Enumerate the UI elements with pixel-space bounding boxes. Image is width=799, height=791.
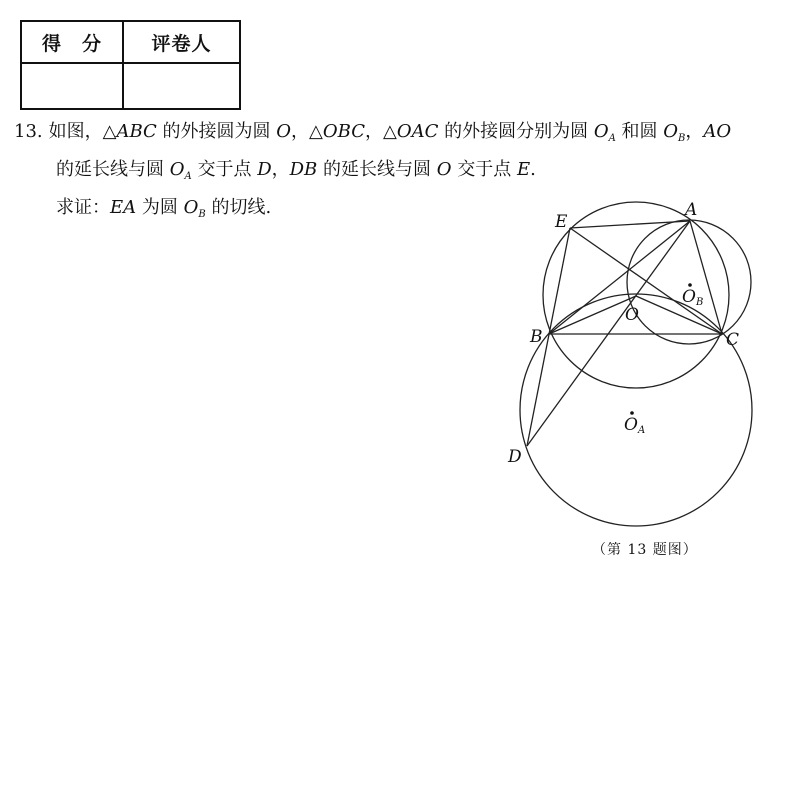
punct: ， xyxy=(291,121,310,142)
text-intersect-2: 交于点 xyxy=(451,159,517,180)
text-prove: 求证： xyxy=(56,197,110,218)
label-d: D xyxy=(508,447,522,467)
segment-ea-line xyxy=(570,221,690,228)
label-o: O xyxy=(625,305,639,325)
grader-cell[interactable] xyxy=(123,63,240,109)
text-tangent: 的切线. xyxy=(205,197,272,218)
problem-line-3 xyxy=(56,196,271,227)
score-table xyxy=(20,20,241,110)
text-extension-2: 的延长线与圆 xyxy=(317,159,437,180)
circle-oa-sub: A xyxy=(184,171,192,182)
segment-bo-line xyxy=(549,296,636,334)
text-intro: 如图， xyxy=(48,121,103,142)
point-e: E xyxy=(516,159,531,180)
grader-header: 评卷人 xyxy=(123,21,240,63)
triangle-oac: △OAC xyxy=(382,121,439,142)
triangle-obc: △OBC xyxy=(309,121,365,142)
segment-db: DB xyxy=(289,159,318,180)
label-oa: OA xyxy=(624,415,646,436)
circle-oa-sub: A xyxy=(608,133,616,144)
label-e: E xyxy=(555,212,568,232)
circle-ob-sub: B xyxy=(678,133,686,144)
triangle-abc: △ABC xyxy=(102,121,157,142)
score-cell[interactable] xyxy=(21,63,123,109)
punct: ， xyxy=(364,121,383,142)
circle-oa: O xyxy=(593,121,609,142)
text-and: 和圆 xyxy=(615,121,664,142)
geometry-figure xyxy=(500,190,770,535)
circle-o: O xyxy=(276,121,292,142)
label-c: C xyxy=(726,330,740,350)
text-circles: 的外接圆分别为圆 xyxy=(438,121,594,142)
label-b: B xyxy=(530,327,543,347)
circle-oa: O xyxy=(169,159,185,180)
circle-o: O xyxy=(436,159,452,180)
problem-line-1 xyxy=(14,120,731,151)
score-header: 得 分 xyxy=(21,21,123,63)
segment-ao: AO xyxy=(703,121,732,142)
circle-ob: O xyxy=(183,197,199,218)
punct: . xyxy=(530,159,536,180)
punct: ， xyxy=(271,159,290,180)
circle-ob: O xyxy=(663,121,679,142)
point-d: D xyxy=(257,159,272,180)
figure-caption: （第 13 题图） xyxy=(592,542,698,558)
problem-line-2 xyxy=(56,158,536,189)
punct: ， xyxy=(685,121,704,142)
circle-ob-sub: B xyxy=(198,209,206,220)
text-extension: 的延长线与圆 xyxy=(56,159,170,180)
text-is-circle: 为圆 xyxy=(136,197,184,218)
label-a: A xyxy=(685,200,698,220)
text-intersect: 交于点 xyxy=(191,159,258,180)
text-circumcircle: 的外接圆为圆 xyxy=(156,121,277,142)
problem-number: 13. xyxy=(14,121,43,142)
label-ob: OB xyxy=(682,287,704,308)
segment-ab-line xyxy=(549,221,690,334)
segment-ea: EA xyxy=(110,197,137,218)
